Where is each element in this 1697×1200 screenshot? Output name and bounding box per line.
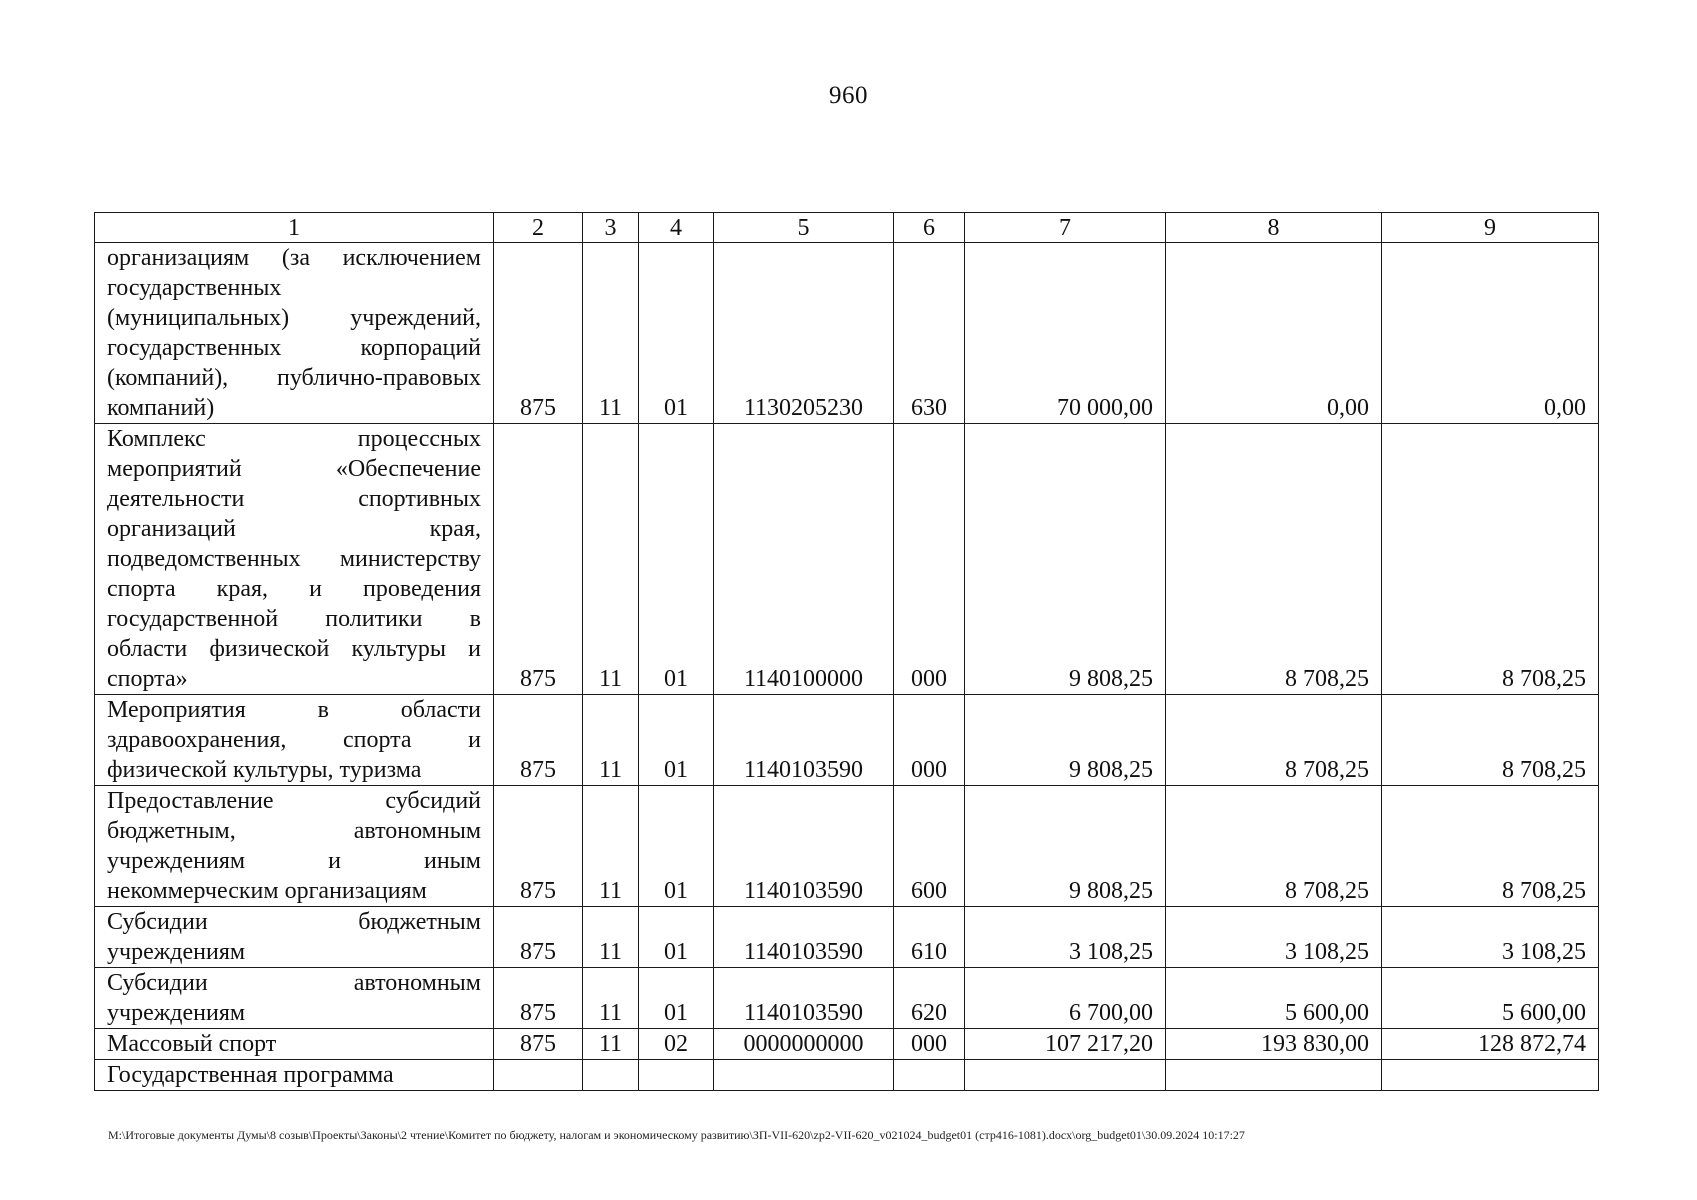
description-cell bbox=[95, 695, 494, 786]
ministry-code-cell: 875 bbox=[494, 1029, 583, 1060]
subsection-code-cell: 01 bbox=[639, 695, 714, 786]
description-cell bbox=[95, 424, 494, 695]
expense-type-cell: 000 bbox=[894, 424, 965, 695]
expense-type-cell: 610 bbox=[894, 907, 965, 968]
target-article-cell: 0000000000 bbox=[714, 1029, 894, 1060]
amount-col8-cell: 3 108,25 bbox=[1166, 907, 1382, 968]
section-code-cell: 11 bbox=[583, 786, 639, 907]
amount-col9-cell: 0,00 bbox=[1382, 243, 1599, 424]
amount-col9-cell: 8 708,25 bbox=[1382, 786, 1599, 907]
target-article-cell: 1140100000 bbox=[714, 424, 894, 695]
description-line: компаний) bbox=[107, 395, 215, 421]
expense-type-cell: 630 bbox=[894, 243, 965, 424]
description-line: Массовый спорт bbox=[107, 1031, 277, 1057]
description-line: спорта края, и проведения bbox=[107, 576, 481, 602]
table-row bbox=[95, 1060, 1599, 1091]
description-line: Мероприятия в области bbox=[107, 697, 481, 723]
ministry-code-cell: 875 bbox=[494, 968, 583, 1029]
amount-col9-cell: 5 600,00 bbox=[1382, 968, 1599, 1029]
description-line: учреждениям bbox=[107, 939, 246, 965]
amount-col8-cell: 8 708,25 bbox=[1166, 786, 1382, 907]
amount-col8-cell: 8 708,25 bbox=[1166, 424, 1382, 695]
subsection-code-cell: 01 bbox=[639, 968, 714, 1029]
subsection-code-cell: 01 bbox=[639, 786, 714, 907]
subsection-code-cell: 01 bbox=[639, 243, 714, 424]
amount-col8-cell bbox=[1166, 1060, 1382, 1091]
description-line: (муниципальных) учреждений, bbox=[107, 305, 481, 331]
description-line: государственных корпораций bbox=[107, 335, 481, 361]
target-article-cell: 1140103590 bbox=[714, 786, 894, 907]
expense-type-cell: 000 bbox=[894, 1029, 965, 1060]
section-code-cell: 11 bbox=[583, 695, 639, 786]
description-cell bbox=[95, 1060, 494, 1091]
amount-col8-cell: 8 708,25 bbox=[1166, 695, 1382, 786]
description-line: учреждениям bbox=[107, 1000, 246, 1026]
description-line: Субсидии бюджетным bbox=[107, 909, 481, 935]
amount-col8-cell: 0,00 bbox=[1166, 243, 1382, 424]
ministry-code-cell: 875 bbox=[494, 243, 583, 424]
description-line: организациям (за исключением bbox=[107, 245, 481, 271]
header-cell-1: 1 bbox=[95, 213, 494, 243]
amount-col8-cell: 5 600,00 bbox=[1166, 968, 1382, 1029]
amount-col9-cell bbox=[1382, 1060, 1599, 1091]
table-row bbox=[95, 1029, 1599, 1060]
header-cell-9: 9 bbox=[1382, 213, 1599, 243]
ministry-code-cell: 875 bbox=[494, 907, 583, 968]
ministry-code-cell: 875 bbox=[494, 424, 583, 695]
table-row bbox=[95, 695, 1599, 786]
amount-col7-cell bbox=[965, 1060, 1166, 1091]
description-line: области физической культуры и bbox=[107, 636, 481, 662]
header-cell-4: 4 bbox=[639, 213, 714, 243]
target-article-cell: 1140103590 bbox=[714, 907, 894, 968]
description-line: некоммерческим организациям bbox=[107, 878, 427, 904]
expense-type-cell: 600 bbox=[894, 786, 965, 907]
subsection-code-cell bbox=[639, 1060, 714, 1091]
header-cell-6: 6 bbox=[894, 213, 965, 243]
table-body bbox=[95, 243, 1599, 1091]
amount-col7-cell: 9 808,25 bbox=[965, 424, 1166, 695]
table-row bbox=[95, 424, 1599, 695]
description-line: подведомственных министерству bbox=[107, 546, 481, 572]
amount-col8-cell: 193 830,00 bbox=[1166, 1029, 1382, 1060]
amount-col9-cell: 128 872,74 bbox=[1382, 1029, 1599, 1060]
file-path-footer: M:\Итоговые документы Думы\8 созыв\Проекты\Законы\2 чтение\Комитет по бюджету, налогам и экономическому развитию\ЗП-VII-620\zp2-VII-620_v021024_budget01 (стр416-1081).docx\org_budget01\30.09.2024 10:17:27 bbox=[108, 1128, 1245, 1142]
target-article-cell: 1130205230 bbox=[714, 243, 894, 424]
subsection-code-cell: 01 bbox=[639, 907, 714, 968]
table-row bbox=[95, 243, 1599, 424]
description-cell bbox=[95, 243, 494, 424]
description-cell bbox=[95, 907, 494, 968]
description-line: бюджетным, автономным bbox=[107, 818, 481, 844]
description-line: деятельности спортивных bbox=[107, 486, 481, 512]
section-code-cell: 11 bbox=[583, 907, 639, 968]
ministry-code-cell: 875 bbox=[494, 786, 583, 907]
header-row bbox=[95, 213, 1599, 243]
header-cell-3: 3 bbox=[583, 213, 639, 243]
section-code-cell: 11 bbox=[583, 424, 639, 695]
ministry-code-cell: 875 bbox=[494, 695, 583, 786]
amount-col7-cell: 70 000,00 bbox=[965, 243, 1166, 424]
description-cell bbox=[95, 786, 494, 907]
description-line: мероприятий «Обеспечение bbox=[107, 456, 481, 482]
page-number: 960 bbox=[829, 82, 868, 109]
table-row bbox=[95, 968, 1599, 1029]
section-code-cell: 11 bbox=[583, 243, 639, 424]
table-row bbox=[95, 786, 1599, 907]
section-code-cell bbox=[583, 1060, 639, 1091]
expense-type-cell: 620 bbox=[894, 968, 965, 1029]
expense-type-cell bbox=[894, 1060, 965, 1091]
section-code-cell: 11 bbox=[583, 968, 639, 1029]
amount-col7-cell: 6 700,00 bbox=[965, 968, 1166, 1029]
description-line: Субсидии автономным bbox=[107, 970, 481, 996]
budget-table bbox=[94, 212, 1599, 1091]
amount-col7-cell: 9 808,25 bbox=[965, 695, 1166, 786]
header-cell-2: 2 bbox=[494, 213, 583, 243]
amount-col9-cell: 3 108,25 bbox=[1382, 907, 1599, 968]
description-line: Комплекс процессных bbox=[107, 426, 481, 452]
amount-col7-cell: 9 808,25 bbox=[965, 786, 1166, 907]
subsection-code-cell: 01 bbox=[639, 424, 714, 695]
description-line: (компаний), публично-правовых bbox=[107, 365, 481, 391]
description-line: государственной политики в bbox=[107, 606, 481, 632]
amount-col9-cell: 8 708,25 bbox=[1382, 695, 1599, 786]
description-line: здравоохранения, спорта и bbox=[107, 727, 481, 753]
header-cell-5: 5 bbox=[714, 213, 894, 243]
description-line: организаций края, bbox=[107, 516, 481, 542]
table-row bbox=[95, 907, 1599, 968]
header-cell-8: 8 bbox=[1166, 213, 1382, 243]
description-line: учреждениям и иным bbox=[107, 848, 481, 874]
target-article-cell: 1140103590 bbox=[714, 968, 894, 1029]
description-line: Государственная программа bbox=[107, 1062, 394, 1088]
header-cell-7: 7 bbox=[965, 213, 1166, 243]
ministry-code-cell bbox=[494, 1060, 583, 1091]
amount-col7-cell: 107 217,20 bbox=[965, 1029, 1166, 1060]
subsection-code-cell: 02 bbox=[639, 1029, 714, 1060]
target-article-cell bbox=[714, 1060, 894, 1091]
expense-type-cell: 000 bbox=[894, 695, 965, 786]
amount-col9-cell: 8 708,25 bbox=[1382, 424, 1599, 695]
amount-col7-cell: 3 108,25 bbox=[965, 907, 1166, 968]
description-cell bbox=[95, 1029, 494, 1060]
description-line: государственных bbox=[107, 275, 282, 301]
description-line: спорта» bbox=[107, 666, 188, 692]
section-code-cell: 11 bbox=[583, 1029, 639, 1060]
description-cell bbox=[95, 968, 494, 1029]
description-line: физической культуры, туризма bbox=[107, 757, 422, 783]
target-article-cell: 1140103590 bbox=[714, 695, 894, 786]
description-line: Предоставление субсидий bbox=[107, 788, 481, 814]
